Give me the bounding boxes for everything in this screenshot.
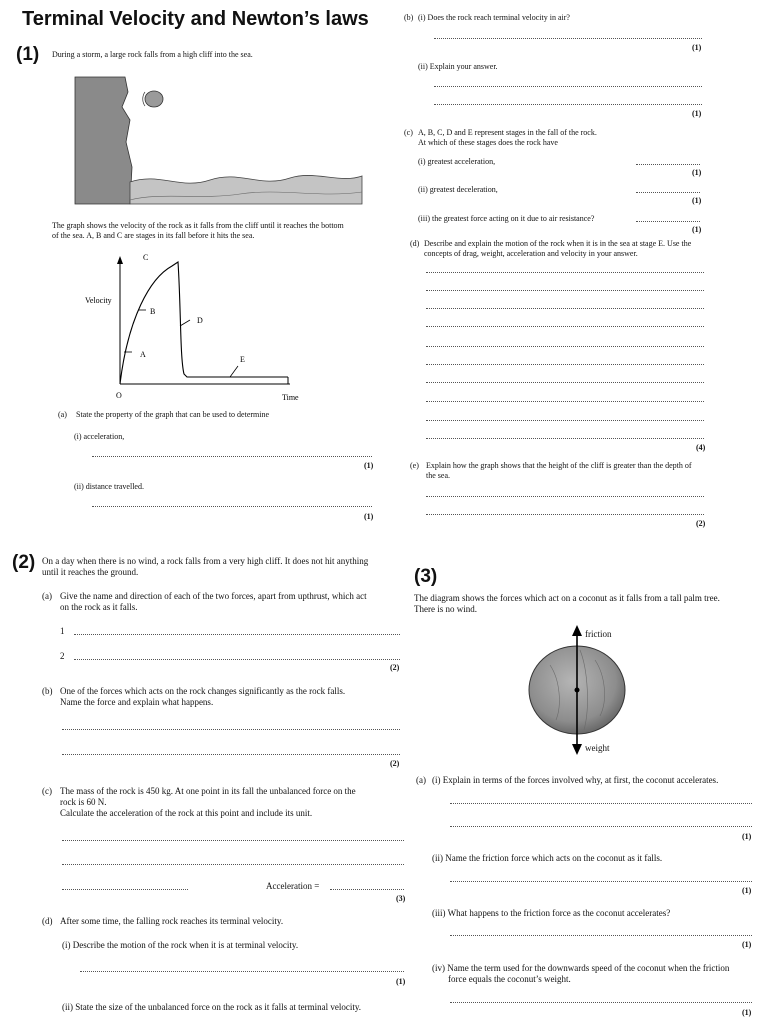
q1d-answer-line-10[interactable] — [426, 438, 704, 439]
weight-arrow-head — [572, 744, 582, 755]
question-2-number: (2) — [12, 552, 36, 573]
q3a-iv-text-2: force equals the coconut’s weight. — [448, 974, 571, 984]
q2a-line-2-number: 2 — [60, 651, 65, 661]
q1-graph-text-2: of the sea. A, B and C are stages in its fall before it hits the sea. — [52, 231, 255, 240]
page-title: Terminal Velocity and Newton’s laws — [22, 8, 369, 30]
q1d-mark: (4) — [696, 443, 706, 452]
x-axis-label: Time — [282, 393, 299, 402]
q2a-line-1-number: 1 — [60, 626, 65, 636]
velocity-curve — [120, 262, 288, 384]
q1a-i-text: (i) acceleration, — [74, 432, 125, 441]
q1d-answer-line-3[interactable] — [426, 308, 704, 309]
q3a-iv-mark: (1) — [742, 1008, 752, 1017]
point-e-label: E — [240, 355, 245, 364]
q2-intro-2: until it reaches the ground. — [42, 567, 139, 577]
q1c-text-2: At which of these stages does the rock have — [418, 138, 558, 147]
origin-label: O — [116, 391, 122, 400]
q1b-i-mark: (1) — [692, 43, 702, 52]
q2c-answer-line-2[interactable] — [62, 864, 404, 865]
q2c-answer-line-1[interactable] — [62, 840, 404, 841]
q3a-ii-answer-line[interactable] — [450, 881, 752, 882]
q1d-answer-line-5[interactable] — [426, 346, 704, 347]
q1e-answer-line-2[interactable] — [426, 514, 704, 515]
q1c-i-text: (i) greatest acceleration, — [418, 157, 496, 166]
q3-intro-2: There is no wind. — [414, 604, 477, 614]
q1c-iii-mark: (1) — [692, 225, 702, 234]
q2c-text-1: The mass of the rock is 450 kg. At one point in its fall the unbalanced force on the — [60, 786, 356, 796]
q2a-text-2: on the rock as it falls. — [60, 602, 138, 612]
coconut-force-diagram — [520, 620, 650, 760]
point-a-label: A — [140, 350, 146, 359]
q1d-text-1: Describe and explain the motion of the rock when it is in the sea at stage E. Use the — [424, 239, 692, 248]
q1b-ii-answer-line-1[interactable] — [434, 86, 702, 87]
q1b-ii-text: (ii) Explain your answer. — [418, 62, 498, 71]
q2d-i-text: (i) Describe the motion of the rock when it is at terminal velocity. — [62, 940, 299, 950]
q1c-i-answer-line[interactable] — [636, 164, 700, 165]
q3a-i-answer-line-2[interactable] — [450, 826, 752, 827]
q2c-working-line[interactable] — [62, 889, 188, 890]
q2a-text-1: Give the name and direction of each of the two forces, apart from upthrust, which act — [60, 591, 367, 601]
q3a-iii-text: (iii) What happens to the friction force as the coconut accelerates? — [432, 908, 671, 918]
q1a-i-mark: (1) — [364, 461, 374, 470]
q2c-text-3: Calculate the acceleration of the rock at this point and include its unit. — [60, 808, 313, 818]
q3a-ii-mark: (1) — [742, 886, 752, 895]
q1a-ii-answer-line[interactable] — [92, 506, 372, 507]
q2b-text-2: Name the force and explain what happens. — [60, 697, 214, 707]
q3a-ii-text: (ii) Name the friction force which acts on the coconut as it falls. — [432, 853, 663, 863]
point-b-label: B — [150, 307, 156, 316]
q2c-label: (c) — [42, 786, 52, 796]
q1d-answer-line-6[interactable] — [426, 364, 704, 365]
q1d-answer-line-1[interactable] — [426, 272, 704, 273]
q1e-text-2: the sea. — [426, 471, 450, 480]
q2d-label: (d) — [42, 916, 53, 926]
q3a-iii-answer-line[interactable] — [450, 935, 752, 936]
q3a-iii-mark: (1) — [742, 940, 752, 949]
q2b-text-1: One of the forces which acts on the rock changes significantly as the rock falls. — [60, 686, 346, 696]
q2c-answer-label: Acceleration = — [266, 881, 320, 891]
q1c-ii-mark: (1) — [692, 196, 702, 205]
q1c-i-mark: (1) — [692, 168, 702, 177]
q3a-i-answer-line-1[interactable] — [450, 803, 752, 804]
point-c-label: C — [143, 253, 149, 262]
q1e-text-1: Explain how the graph shows that the height of the cliff is greater than the depth of — [426, 461, 692, 470]
q3a-iv-answer-line[interactable] — [450, 1002, 752, 1003]
q1b-i-answer-line[interactable] — [434, 38, 702, 39]
q1d-answer-line-7[interactable] — [426, 382, 704, 383]
y-axis-label: Velocity — [85, 296, 112, 305]
q2d-ii-text: (ii) State the size of the unbalanced force on the rock as it falls at terminal velocity. — [62, 1002, 362, 1012]
q1d-answer-line-9[interactable] — [426, 420, 704, 421]
q1d-label: (d) — [410, 239, 420, 248]
q2a-answer-line-2[interactable] — [74, 659, 400, 660]
centre-of-mass-dot — [575, 688, 580, 693]
q2a-answer-line-1[interactable] — [74, 634, 400, 635]
q1e-answer-line-1[interactable] — [426, 496, 704, 497]
q2b-answer-line-1[interactable] — [62, 729, 400, 730]
q2d-i-answer-line[interactable] — [80, 971, 404, 972]
q1d-answer-line-2[interactable] — [426, 290, 704, 291]
q1b-i-text: (i) Does the rock reach terminal velocity in air? — [418, 13, 570, 22]
q1d-text-2: concepts of drag, weight, acceleration and velocity in your answer. — [424, 249, 638, 258]
question-3-number: (3) — [414, 566, 438, 587]
q3a-i-mark: (1) — [742, 832, 752, 841]
q1a-label: (a) — [58, 410, 67, 419]
q1c-iii-answer-line[interactable] — [636, 221, 700, 222]
velocity-time-graph — [80, 248, 310, 408]
friction-arrow-head — [572, 625, 582, 636]
q2b-label: (b) — [42, 686, 53, 696]
q1b-ii-answer-line-2[interactable] — [434, 104, 702, 105]
q2d-i-mark: (1) — [396, 977, 406, 986]
q1d-answer-line-8[interactable] — [426, 401, 704, 402]
q1c-iii-text: (iii) the greatest force acting on it due to air resistance? — [418, 214, 595, 223]
q3a-iv-text-1: (iv) Name the term used for the downwards speed of the coconut when the friction — [432, 963, 730, 973]
q2c-answer-field[interactable] — [330, 889, 404, 890]
q1b-ii-mark: (1) — [692, 109, 702, 118]
weight-label: weight — [585, 743, 610, 753]
q1d-answer-line-4[interactable] — [426, 326, 704, 327]
q2c-text-2: rock is 60 N. — [60, 797, 107, 807]
q1a-ii-text: (ii) distance travelled. — [74, 482, 144, 491]
question-1-number: (1) — [16, 44, 40, 65]
q1e-mark: (2) — [696, 519, 706, 528]
q3a-i-text: (i) Explain in terms of the forces involved why, at first, the coconut accelerates. — [432, 775, 719, 785]
q1c-label: (c) — [404, 128, 413, 137]
friction-label: friction — [585, 629, 612, 639]
q1-intro: During a storm, a large rock falls from a high cliff into the sea. — [52, 50, 253, 59]
cliff-illustration — [70, 72, 365, 207]
point-d-label: D — [197, 316, 203, 325]
q2a-mark: (2) — [390, 663, 400, 672]
y-axis-arrow — [117, 256, 123, 264]
q1a-i-answer-line[interactable] — [92, 456, 372, 457]
q3a-label: (a) — [416, 775, 426, 785]
q2b-mark: (2) — [390, 759, 400, 768]
q1a-text: State the property of the graph that can be used to determine — [76, 410, 270, 419]
q1-graph-text-1: The graph shows the velocity of the rock as it falls from the cliff until it reaches the bottom — [52, 221, 344, 230]
q1c-ii-text: (ii) greatest deceleration, — [418, 185, 498, 194]
q1c-text-1: A, B, C, D and E represent stages in the fall of the rock. — [418, 128, 597, 137]
q1e-label: (e) — [410, 461, 419, 470]
q3-intro-1: The diagram shows the forces which act on a coconut as it falls from a tall palm tree. — [414, 593, 720, 603]
q1b-label: (b) — [404, 13, 414, 22]
q2c-mark: (3) — [396, 894, 406, 903]
q2a-label: (a) — [42, 591, 52, 601]
q1c-ii-answer-line[interactable] — [636, 192, 700, 193]
q2d-text: After some time, the falling rock reaches its terminal velocity. — [60, 916, 284, 926]
q2-intro-1: On a day when there is no wind, a rock falls from a very high cliff. It does not hit anything — [42, 556, 369, 566]
q2b-answer-line-2[interactable] — [62, 754, 400, 755]
q1a-ii-mark: (1) — [364, 512, 374, 521]
